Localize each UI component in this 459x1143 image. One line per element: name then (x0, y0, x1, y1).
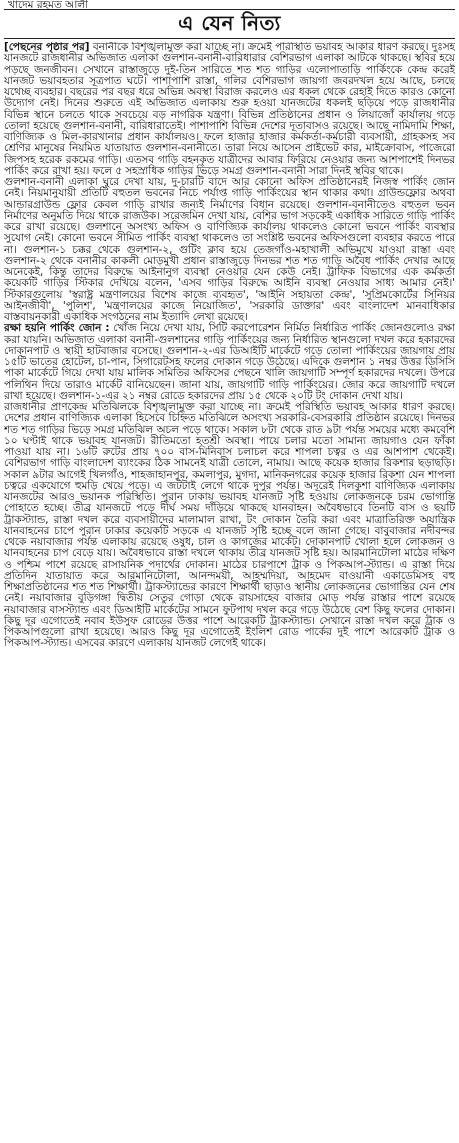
paragraph-text: রাজধানীর প্রাণকেন্দ্র মতিঝিলকে বিশৃঙ্খলামুক্ত করা যাচ্ছে না। ক্রমেই পরিস্থিতি ভয়াবহ আকার ধারণ করছে। দেশের প্রধান বাণিজ্যিক এলাকা হিসেবে চিহ্নিত মতিঝিলে অসংখ্য সরকারি-বেসরকারি প্রতিষ্ঠান রয়েছে। দিনভর শত শত গাড়ির ভিড়ে সমগ্র মতিঝিল অচল পড়ে থাকে। সকাল ৮টা থেকে রাত ৯টা পর্যন্ত সময়ের মধ্যে কমবেশি ১০ ঘণ্টাই থাকে ভয়াবহ যানজট। রীতিমতো হতশ্রী অবস্থা। পায়ে চলার মতো সামান্য জায়গাও যেন ফাঁকা পাওয়া যায় না। ১৬টি রুটের প্রায় ৭০০ বাস-মিনিবাস চলাচল করে শাপলা চত্বর ও এর আশপাশ থেকেই। বেশিরভাগ গাড়ি বাংলাদেশ ব্যাংকের ঠিক সামনেই যাত্রী তোলে, নামায়। আছে কয়েক হাজার রিকশার ছড়াছড়ি। সকাল ৯টার আগেই খিলগাঁও, শাহজাহানপুর, কমলাপুর, মুগদা, মানিকনগরের কয়েক হাজার রিকশা যেন শাপলা চত্বরে একযোগে হুমড়ি খেয়ে পড়ে। এ জটটাই লেগে থাকে দুপুর পর্যন্ত। অদূরেই দিলকুশা বাণিজ্যিক এলাকায় যানজটের আরও ভয়ানক পরিস্থিতি। পুরান ঢাকায় ভয়াবহ যানজট সৃষ্টি হওয়ায় লোকজনকে চরম ভোগান্তি পোহাতে হচ্ছে। তীব্র যানজটে পড়ে দীর্ঘ সময় দাঁড়িয়ে থাকছে যানবাহন। অবৈধভাবে তিনটি বাস ও ছয়টি ট্রাকস্ট্যান্ড, রাস্তা দখল করে ব্যবসায়ীদের মালামাল রাখা, টং দোকান তৈরি করা এবং মাত্রাতিরিক্ত অযান্ত্রিক যানবাহনের চাপে পুরান ঢাকার কয়েকটি সড়কে এ যানজট সৃষ্টি হচ্ছে বলে জানা গেছে। বাবুবাজার নদীবন্দর থেকে নয়াবাজার পর্যন্ত এলাকায় রয়েছে ওষুধ, চাল ও কাগজের মার্কেট। দোকানপাট খোলা হলে লোকজন ও যানবাহনের চাপ বেড়ে যায়। অবৈধভাবে রাস্তা দখলে থাকায় তীব্র যানজট সৃষ্টি হয়। আরমানিটোলা মাঠের দক্ষিণ ও পশ্চিম পাশে রয়েছে রাসায়নিক পদার্থের দোকান। মাঠের চারপাশে ট্রাক ও পিকআপ-স্ট্যান্ড। এ রাস্তা দিয়ে প্রতিদিন যাতায়াত করে আরমানিটোলা, আনন্দময়ী, আহম্মদিয়া, আহমেদ বাওয়ানী একাডেমিসহ বহু শিক্ষাপ্রতিষ্ঠানের শত শত শিক্ষার্থী। ট্রাকস্ট্যান্ডের কারণে শিক্ষার্থী ছাড়াও স্থানীয় লোকজনের ভোগান্তির যেন শেষ নেই। নয়াবাজার বুড়িগঙ্গা দ্বিতীয় সেতুর গোড়া থেকে রায়সাহেব বাজার মোড় পর্যন্ত রাস্তার পাশে রয়েছে নয়াবাজার বাসস্ট্যান্ড এবং ডিআইটি মার্কেটের সামনে ফুটপাথ দখল করে গড়ে উঠেছে বেশ কিছু ফলের দোকান। কিছু দূর এগোতেই নবাব ইউসুফ রোডের উত্তর পাশে আরেকটি ট্রাকস্ট্যান্ড। সেখানে রাস্তা দখল করে ট্রাক ও পিকআপগুলো রাখা হয়েছে। আরও কিছু দূর এগোতেই ইংলিশ রোড পার্কের দুই পাশে আরেকটি ট্রাক ও পিকআপ-স্ট্যান্ড। এসবের কারণে এলাকায় যানজট লেগেই থাকে। (4, 401, 455, 650)
paragraph-text: গুলশান-বনানী এলাকা ঘুরে দেখা যায়, দু-চারটি বাদে আর কোনো অফিস প্রতিষ্ঠানেরই নিজস্ব পার্কিং জোন নেই। নিয়মানুযায়ী প্রতিটি বহুতল ভবনের নিচে পর্যাপ্ত গাড়ি পার্কিংয়ের স্থান থাকার কথা। গ্রাউন্ডফ্লোর অথবা আন্ডারগ্রাউন্ড ফ্লোর কেবল গাড়ি রাখার জন্যই নির্মাণের বিধান রয়েছে। গুলশান-বনানীতেও বহুতল ভবন নির্মাণের অনুমতি দিয়ে থাকে রাজউক। সরেজমিন দেখা যায়, বেশির ভাগ সড়কেই একাধিক সারিতে গাড়ি পার্কিং করে রাখা রয়েছে। গুলশানে অসংখ্য অফিস ও বাণিজ্যিক কার্যালয় থাকলেও কোনো ভবনে পার্কিং ব্যবস্থার সুযোগ নেই। কোনো ভবনে সীমিত পার্কিং ব্যবস্থা থাকলেও তা সংশ্লিষ্ট ভবনের অফিসগুলো ব্যবহার করতে পারে না। গুলশান-১ চক্কর থেকে গুলশান-২, গুটিং ক্লাব হয়ে তেজগাঁও-মহাখালী অভিমুখে যাওয়া রাস্তা এবং গুলশান-২ থেকে বনানীর কাকলী মোড়মুখী প্রধান রাস্তাজুড়ে দিনভর শত শত গাড়ি অবৈধ পার্কিং দেখার আছে অনেকেই, কিন্তু তাদের বিরুদ্ধে আইনানুগ ব্যবস্থা নেওয়ার যেন কেউ নেই। ট্রাফিক বিভাগের এক কর্মকর্তা কয়েকটি গাড়ির স্টিকার দেখিয়ে বলেন, 'এসব গাড়ির বিরুদ্ধে আইনি ব্যবস্থা নেওয়ার সাধ্য আমার নেই।' স্টিকারগুলোয় 'স্বরাষ্ট্র মন্ত্রণালয়ের বিশেষ কাজে ব্যবহৃত', 'আইনি সহায়তা কেন্দ্র', 'সুপ্রিমকোর্টের সিনিয়র আইনজীবী', 'পুলিশ', 'মন্ত্রণালয়ের কাজে নিয়োজিত', 'সরকারি ডাক্তার' এবং বাংলাদেশ মানবাধিকার বাস্তবায়নকারী একাধিক সংগঠনের নাম ইত্যাদি লেখা রয়েছে। (4, 176, 455, 323)
title-rule (4, 38, 455, 39)
article-title: এ যেন নিত্য (178, 11, 281, 35)
section-subhead: রক্ষা হয়নি পার্কিং জোন : (4, 322, 110, 335)
article-paragraph-3 (4, 323, 455, 402)
article-body (4, 42, 455, 1141)
article-paragraph-4 (4, 402, 455, 650)
continuation-lead: [পেছনের পৃষ্ঠার পর] (4, 42, 90, 53)
article-paragraph-2 (4, 177, 455, 323)
paragraph-text: বনানীকে বিশৃঙ্খলামুক্ত করা যাচ্ছে না। ক্রমেই পরিস্থিতি ভয়াবহ আকার ধারণ করছে। দুঃসহ যানজটে রাজধানীর অভিজাত এলাকা গুলশান-বনানী-বারিধারার বেশিরভাগ এলাকা আটকে থাকছে। স্থবির হয়ে পড়ছে জনজীবন। সেখানে রাস্তাজুড়ে দুই-তিন সারিতে শত শত গাড়ির এলোপাতাড়ি পার্কিংকে কেন্দ্র করেই যানজট ভয়াবহতার সূত্রপাত ঘটে। পাশাপাশি রাস্তা, গলির বেশিরভাগ জায়গা জবরদখল হয়ে আছে, চলছে যথেচ্ছ ব্যবহার। বছরের পর বছর ধরে অভিন্ন অবস্থা বিরাজ করলেও এর ধকল থেকে রেহাই দিতে কারও কোনো উদ্যোগ নেই। দিনের শুরুতে এই অভিজাত এলাকায় শুরু হওয়া যানজটের ধকলই ছড়িয়ে পড়ে রাজধানীর বিভিন্ন স্থানে চলতে থাকে সবচেয়ে বড় নাগরিক যন্ত্রণা। বিভিন্ন প্রতিষ্ঠানের প্রধান ও লিয়াজোঁ কার্যালয় গড়ে তোলা হয়েছে গুলশান-বনানী, বারিধারাতেই। পাশাপাশি বিভিন্ন দেশের দূতাবাসও রয়েছে। আছে নামিদামি শিক্ষা, বাণিজ্যিক ও মিল-কারখানার প্রধান কার্যালয়ও। ফলে হাজার হাজার কর্মকর্তা-কর্মচারী ব্যবসায়ী, গ্রাহকসহ সব শ্রেণির মানুষের নিয়মিত যাতায়াত গুলশান-বনানীতে। তারা নিয়ে আসেন প্রাইভেট কার, মাইক্রোবাস, পাজেরো জিপসহ হরেক রকমের গাড়ি। এতসব গাড়ি বহনকৃত যাত্রীদের আবার ফিরিয়ে নেওয়ার জন্য আশপাশেই দিনভর পার্কিং করে রাখা হয়। ফলে ৫ সহস্রাধিক গাড়ির ভিড়ে সমগ্র গুলশান-বনানী সারা দিনই স্থবির থাকে। (4, 42, 455, 177)
author-byline: খাদেম রহমত আলী (8, 0, 89, 9)
article-paragraph-1 (4, 42, 455, 177)
paragraph-text: খোঁজ নিয়ে দেখা যায়, সিটি করপোরেশন নির্মিত নির্ধারিত পার্কিং জোনগুলোও রক্ষা করা যায়নি। অভিজাত এলাকা বনানী-গুলশানের গাড়ি পার্কিংয়ের জন্য নির্ধারিত স্থানগুলো দখল করে হকারদের দোকানপাট ও স্থায়ী হাটবাজার বসেছে। গুলশান-২-এর ডিআইটি মার্কেটে গড়ে তোলা পার্কিংয়ের জায়গায় প্রায় ১৫টি ভাতের হোটেল, চা-পান, সিগারেটসহ ফলের দোকান গড়ে উঠেছে। এদিকে গুলশান ১ নম্বর উত্তর ডিসিসি পাকা মার্কেটে গিয়ে দেখা যায় মালিক সমিতির অফিসের পেছনে খালি জায়গাটি সম্পূর্ণ হকারদের দখলে। উপরে পলিথিন দিয়ে তারাও মার্কেট বানিয়েছেন। জানা যায়, জায়গাটি গাড়ি পার্কিংয়ের। জোর করে জায়গাটি দখলে রাখা হয়েছে। গুলশান-১-এর ২১ নম্বর রোডে হকারদের প্রায় ১৫ থেকে ২০টি টং দোকান দেখা যায়। (4, 322, 455, 402)
